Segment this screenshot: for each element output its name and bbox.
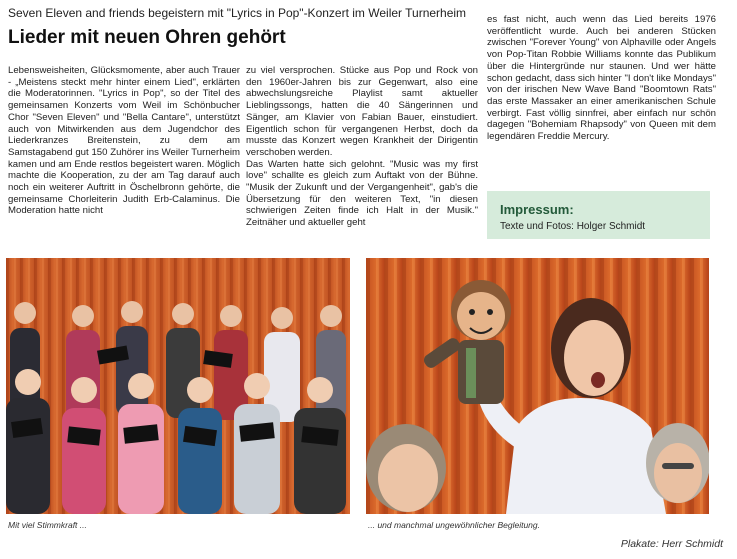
article-headline: Lieder mit neuen Ohren gehört: [8, 27, 286, 48]
column-1-text: Lebensweisheiten, Glücksmomente, aber auch Trauer - „Meistens steckt mehr hinter einem Lied", erklärten die Moderatorinnen. "Lyrics in Pop", so der Titel des gemeinsamen Konzerts vom Weil im Schönbucher Chor "Seven Eleven" und "Bella Cantare", unterstützt auch von Mitwirkenden aus dem Jugendchor des Liederkranzes Breitenstein, zu dem am Samstagabend gut 150 Zuhörer ins Weiler Turnerheim kamen und am Ende restlos begeistert waren. Möglich machte die Kooperation, zu der am Tag darauf auch noch ein weiterer Auftritt in Öschelbronn gehörte, die gemeinsame Chorleiterin Judith Erb-Calaminus. Die Moderation hatte nicht: [8, 65, 240, 217]
column-3-text: es fast nicht, auch wenn das Lied bereits 1976 veröffentlicht wurde. Auch bei anderen Stücken zwischen "Forever Young" von Alphaville oder Angels von Pop-Titan Robbie Williams konnte das Publikum über die Hintergründe nur staunen. Und wer hätte schon gedacht, dass sich hinter "I don't like Mondays" von der irischen New Wave Band "Boomtown Rats" das erste Massaker an einer amerikanischen Schule verbirgt. Fast völlig sinnfrei, aber einfach nur schön dagegen "Bohemiam Rhapsody" von Queen mit dem legendären Freddie Mercury.: [487, 14, 716, 143]
article-column-1: [8, 65, 240, 217]
article-kicker: Seven Eleven and friends begeistern mit "Lyrics in Pop"-Konzert im Weiler Turnerheim: [8, 6, 467, 20]
impressum-box: [487, 191, 710, 239]
choir-photo-image: [6, 258, 350, 514]
column-2-paragraph-2: Das Warten hatte sich gelohnt. "Music was my first love" schallte es gleich zum Auftakt von der Bühne. "Musik der Zukunft und der Vergangenheit", gab's die Übersetzung für den weiteren Text, "in diesen schwierigen Zeiten finde ich Halt in der Musik." Zeitnäher und aktueller geht: [246, 158, 478, 229]
puppet-photo-image: [366, 258, 709, 514]
impressum-title: Impressum:: [500, 202, 574, 217]
choir-photo: [6, 258, 350, 514]
choir-photo-caption: Mit viel Stimmkraft ...: [8, 520, 87, 530]
puppet-photo: [366, 258, 709, 514]
article-column-3: [487, 14, 716, 143]
impressum-credits: Texte und Fotos: Holger Schmidt: [500, 221, 646, 232]
puppet-photo-caption: ... und manchmal ungewöhnlicher Begleitung.: [368, 520, 540, 530]
article-column-2: [246, 65, 478, 229]
poster-credit: Plakate: Herr Schmidt: [620, 538, 723, 550]
column-2-paragraph-1: zu viel versprochen. Stücke aus Pop und Rock von den 1960er-Jahren bis zur Gegenwart, also eine abwechslungsreiche Playlist samt aktueller Lieblingssongs, hatten die 40 Sängerinnen und Sänger, am Klavier von Fabian Bauer, einstudiert. Eigentlich schon für vergangenen Herbst, doch da musste das Konzert wegen Krankheit der Dirigentin verschoben werden.: [246, 65, 478, 158]
